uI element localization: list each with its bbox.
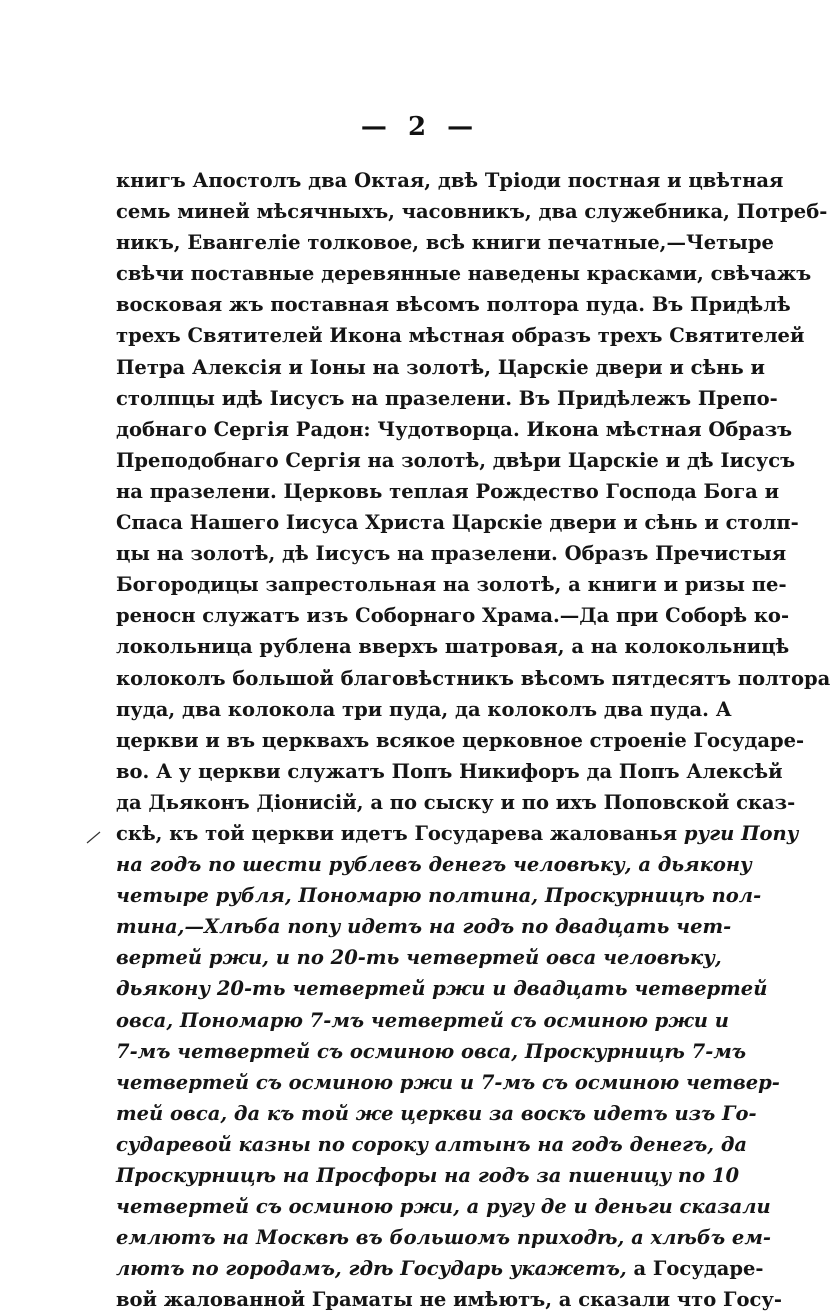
text-line: Спаса Нашего Іисуса Христа Царскіе двери и сѣнь и столп- <box>116 511 799 535</box>
text-line: сударевой казны по сороку алтынъ на годъ денегъ, да <box>116 1132 748 1156</box>
text-line: Преподобнаго Сергія на золотѣ, двѣри Царскіе и дѣ Іисусъ <box>116 448 796 472</box>
text-line: церкви и въ церквахъ всякое церковное строеніе Государе- <box>116 728 805 752</box>
text-line: да Дьяконъ Діонисій, а по сыску и по ихъ Поповской сказ- <box>116 790 796 814</box>
text-line: восковая жъ поставная вѣсомъ полтора пуда. Въ Придѣлѣ <box>116 293 791 317</box>
pencil-mark-icon <box>86 830 102 844</box>
text-line: овса, Пономарю 7-мъ четвертей съ осминою ржи и <box>116 1008 729 1032</box>
text-line: четыре рубля, Пономарю полтина, Проскурницѣ пол- <box>116 884 762 908</box>
text-line <box>116 818 799 849</box>
text-line: пуда, два колокола три пуда, да колоколъ два пуда. А <box>116 697 732 721</box>
text-line: Богородицы запрестольная на золотѣ, а книги и ризы пе- <box>116 573 787 597</box>
text-line: четвертей съ осминою ржи и 7-мъ съ осминою четвер- <box>116 1070 780 1094</box>
text-run-italic: лютъ по городамъ, гдѣ Государь укажетъ, <box>116 1257 627 1281</box>
text-line: цы на золотѣ, дѣ Іисусъ на празелени. Образъ Пречистыя <box>116 542 787 566</box>
text-line: тина,—Хлѣба попу идетъ на годъ по двадцать чет- <box>116 915 732 939</box>
text-line: трехъ Святителей Икона мѣстная образъ трехъ Святителей <box>116 324 805 348</box>
text-line: во. А у церкви служатъ Попъ Никифоръ да Попъ Алексѣй <box>116 759 783 783</box>
page-number: — 2 — <box>360 112 480 142</box>
text-line: реносн служатъ изъ Соборнаго Храма.—Да при Соборѣ ко- <box>116 604 790 628</box>
text-line: никъ, Евангеліе толковое, всѣ книги печатные,—Четыре <box>116 231 774 255</box>
text-line: Петра Алексія и Іоны на золотѣ, Царскіе двери и сѣнь и <box>116 355 765 379</box>
text-line: добнаго Сергія Радон: Чудотворца. Икона мѣстная Образъ <box>116 417 793 441</box>
text-line: свѣчи поставные деревянные наведены красками, свѣчажъ <box>116 262 812 286</box>
body-text <box>116 165 831 1315</box>
text-line: столпцы идѣ Іисусъ на празелени. Въ Придѣлежъ Препо- <box>116 386 778 410</box>
text-line: четвертей съ осминою ржи, а ругу де и деньги сказали <box>116 1195 771 1219</box>
text-run-roman: а Государе- <box>626 1257 764 1281</box>
text-run-italic: руги Попу <box>683 821 799 845</box>
text-line: Проскурницѣ на Просфоры на годъ за пшеницу по 10 <box>116 1164 740 1187</box>
text-line: дьякону 20-ть четвертей ржи и двадцать четвертей <box>116 977 768 1001</box>
text-line <box>116 1253 764 1284</box>
text-line: локольница рублена вверхъ шатровая, а на колокольницѣ <box>116 635 790 659</box>
text-line: тей овса, да къ той же церкви за воскъ идетъ изъ Го- <box>116 1101 757 1125</box>
text-line: 7-мъ четвертей съ осминою овса, Проскурницѣ 7-мъ <box>116 1039 746 1063</box>
text-line: вертей ржи, и по 20-ть четвертей овса человѣку, <box>116 946 722 970</box>
text-line: на празелени. Церковь теплая Рождество Господа Бога и <box>116 479 780 503</box>
text-line: книгъ Апостолъ два Октая, двѣ Тріоди постная и цвѣтная <box>116 169 784 192</box>
text-line: на годъ по шести рублевъ денегъ человѣку, а дьякону <box>116 853 752 877</box>
text-line: семь миней мѣсячныхъ, часовникъ, два служебника, Потреб- <box>116 200 828 224</box>
text-line: вой жалованной Граматы не имѣютъ, а сказали что Госу- <box>116 1288 782 1312</box>
text-line: колоколъ большой благовѣстникъ вѣсомъ пятдесятъ полтора <box>116 666 831 690</box>
text-line: емлютъ на Москвѣ въ большомъ приходѣ, а хлѣбъ ем- <box>116 1226 771 1250</box>
text-run-roman: скѣ, къ той церкви идетъ Государева жалованья <box>116 821 684 845</box>
